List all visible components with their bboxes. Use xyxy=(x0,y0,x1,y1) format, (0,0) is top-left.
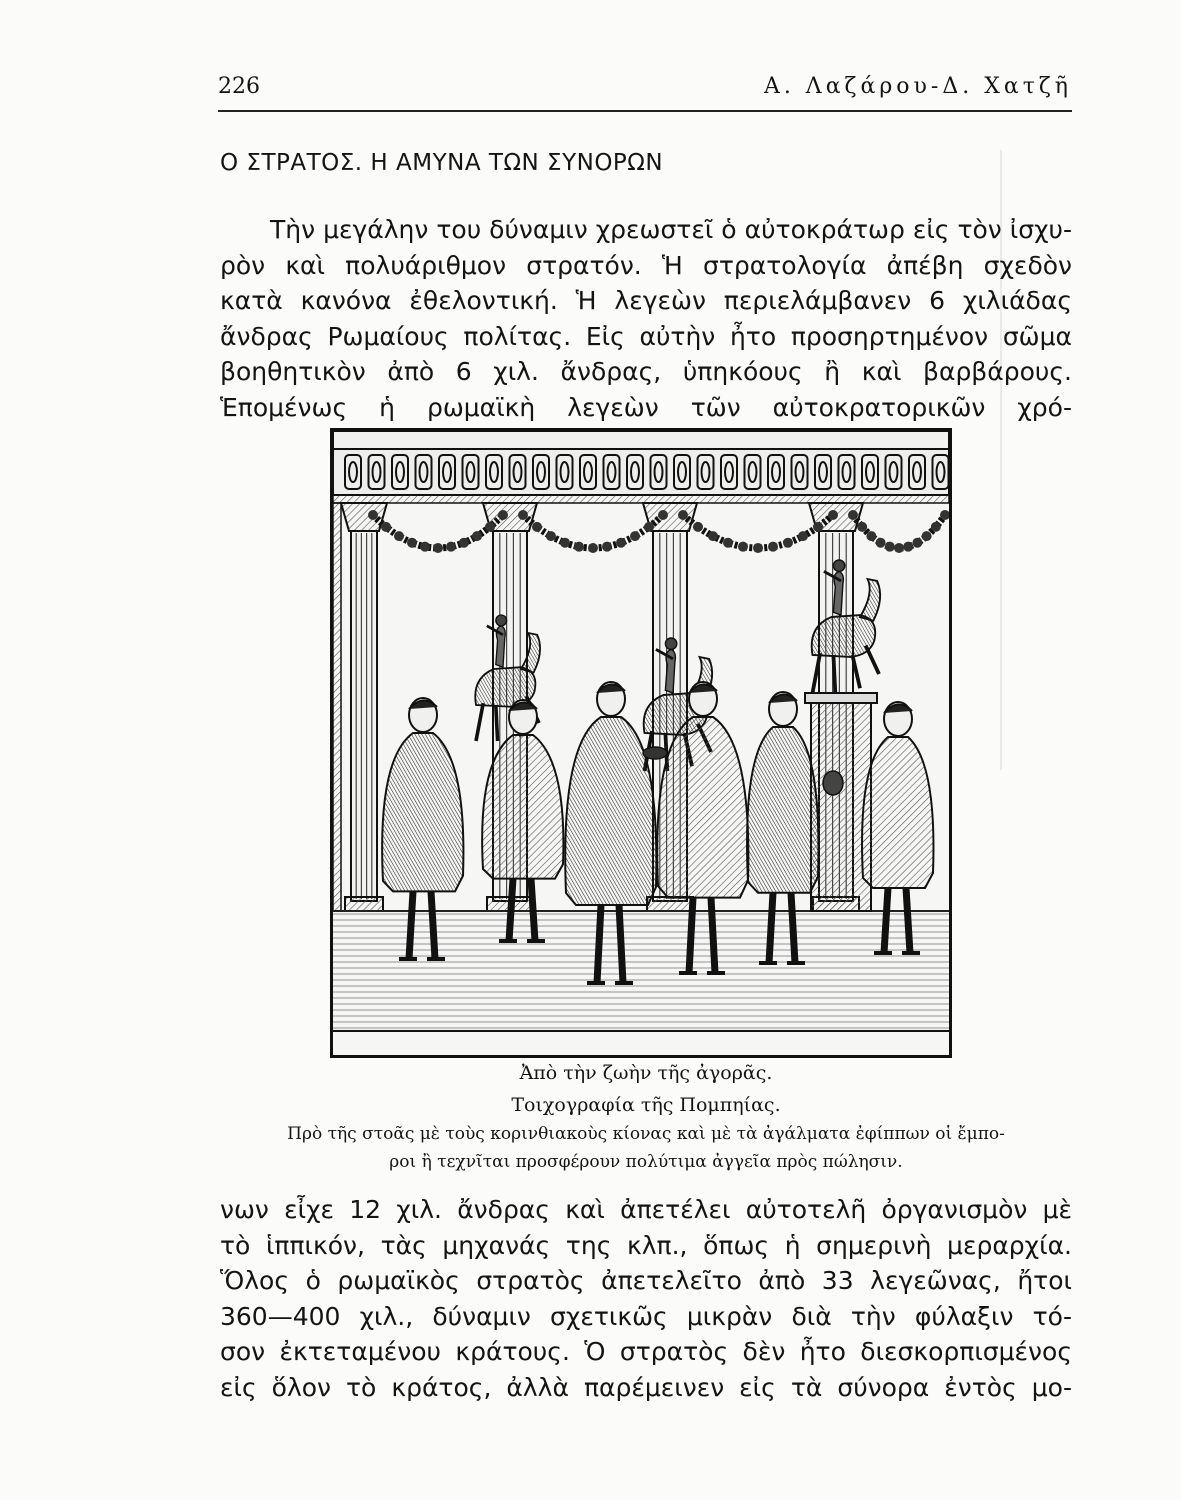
text-line: κατὰ κανόνα ἐθελοντική. Ἡ λεγεὼν περιελάμβανεν 6 χιλιάδας xyxy=(220,286,1072,315)
text-line: Ἑπομένως ἡ ρωμαϊκὴ λεγεὼν τῶν αὐτοκρατορικῶν χρό- xyxy=(220,392,1072,422)
figure-caption-description-1: Πρὸ τῆς στοᾶς μὲ τοὺς κορινθιακοὺς κίονας καὶ μὲ τὰ ἀγάλματα ἐφίππων οἱ ἔμπο- xyxy=(287,1124,1005,1144)
text-line: νων εἶχε 12 χιλ. ἄνδρας καὶ ἀπετέλει αὐτοτελῆ ὀργανισμὸν μὲ xyxy=(220,1195,1072,1224)
fresco-engraving xyxy=(333,431,949,1055)
text-line: ἄνδρας Ρωμαίους πολίτας. Εἰς αὐτὴν ἦτο προσηρτημένον σῶμα xyxy=(220,321,1072,351)
fresco-illustration xyxy=(330,428,952,1058)
vessel xyxy=(643,747,667,759)
text-line: Ὅλος ὁ ρωμαϊκὸς στρατὸς ἀπετελεῖτο ἀπὸ 33 λεγεῶνας, ἤτοι xyxy=(220,1266,1072,1295)
page-number: 226 xyxy=(218,74,260,99)
figure-caption-description-2: ροι ἢ τεχνῖται προσφέρουν πολύτιμα ἀγγεῖα πρὸς πώλησιν. xyxy=(389,1152,903,1172)
top-paragraph xyxy=(220,212,1072,425)
text-line: ρὸν καὶ πολυάριθμον στρατόν. Ἡ στρατολογία ἀπέβη σχεδὸν xyxy=(220,250,1072,280)
bottom-paragraph xyxy=(220,1192,1072,1405)
text-line: εἰς ὅλον τὸ κράτος, ἀλλὰ παρέμεινεν εἰς τὰ σύνορα ἐντὸς μο- xyxy=(220,1372,1072,1402)
entablature xyxy=(333,431,949,503)
text-line: σον ἐκτεταμένου κράτους. Ὁ στρατὸς δὲν ἦτο διεσκορπισμένος xyxy=(220,1337,1072,1366)
figure-caption-subtitle: Τοιχογραφία τῆς Πομπηίας. xyxy=(511,1094,781,1116)
page-header xyxy=(218,74,1072,112)
section-title: Ο ΣΤΡΑΤΟΣ. Η ΑΜΥΝΑ ΤΩΝ ΣΥΝΟΡΩΝ xyxy=(220,150,664,176)
text-line: Τὴν μεγάλην του δύναμιν χρεωστεῖ ὁ αὐτοκράτωρ εἰς τὸν ἰσχυ- xyxy=(270,215,1072,244)
vessel xyxy=(823,771,843,795)
floor xyxy=(333,911,949,1055)
text-line: τὸ ἱππικόν, τὰς μηχανάς της κλπ., ὅπως ἡ σημερινὴ μεραρχία. xyxy=(220,1230,1072,1260)
text-line: 360—400 χιλ., δύναμιν σχετικῶς μικρὰν διὰ τὴν φύλαξιν τό- xyxy=(220,1301,1072,1331)
figure-caption-title: Ἀπὸ τὴν ζωὴν τῆς ἀγορᾶς. xyxy=(519,1062,773,1084)
running-head: Α. Λαζάρου-Δ. Χατζῆ xyxy=(763,74,1072,99)
text-line: βοηθητικὸν ἀπὸ 6 χιλ. ἄνδρας, ὑπηκόους ἢ καὶ βαρβάρους. xyxy=(220,357,1072,386)
